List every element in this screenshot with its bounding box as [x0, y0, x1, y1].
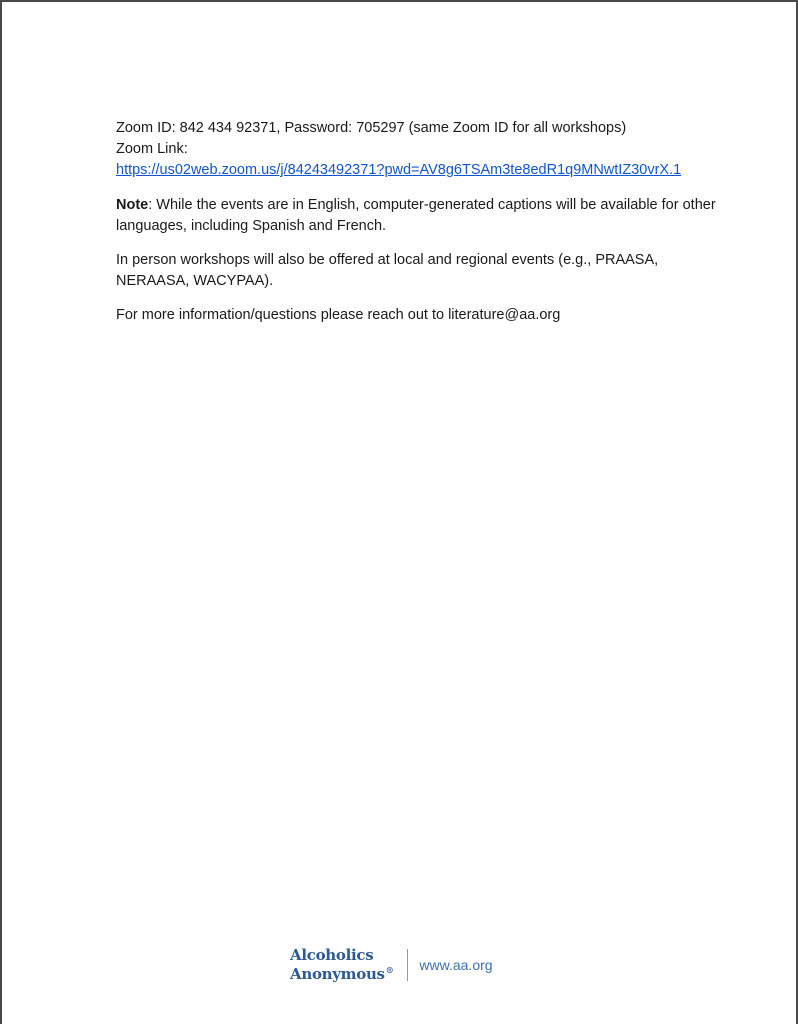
note-label: Note: [116, 197, 149, 213]
logo-line-2: Anonymous®: [290, 965, 394, 983]
note-paragraph: [116, 195, 716, 237]
zoom-id-line: Zoom ID: 842 434 92371, Password: 705297 (same Zoom ID for all workshops): [116, 120, 627, 136]
zoom-meeting-link[interactable]: https://us02web.zoom.us/j/84243492371?pwd=AV8g6TSAm3te8edR1q9MNwtIZ30vrX.1: [116, 162, 682, 178]
registered-mark: ®: [385, 965, 394, 975]
aa-logo: [290, 948, 393, 982]
website-link[interactable]: www.aa.org: [419, 957, 493, 973]
page-content: [116, 118, 716, 326]
footer: [290, 948, 493, 982]
contact-paragraph: For more information/questions please reach out to literature@aa.org: [116, 307, 561, 323]
footer-divider: [407, 949, 408, 981]
zoom-link-label: Zoom Link:: [116, 141, 188, 157]
logo-line-1: Alcoholics: [290, 946, 374, 964]
note-text: : While the events are in English, computer-generated captions will be available for other languages, including Spanish and French.: [116, 197, 716, 234]
in-person-paragraph: In person workshops will also be offered at local and regional events (e.g., PRAASA, NERAASA, WACYPAA).: [116, 252, 659, 289]
